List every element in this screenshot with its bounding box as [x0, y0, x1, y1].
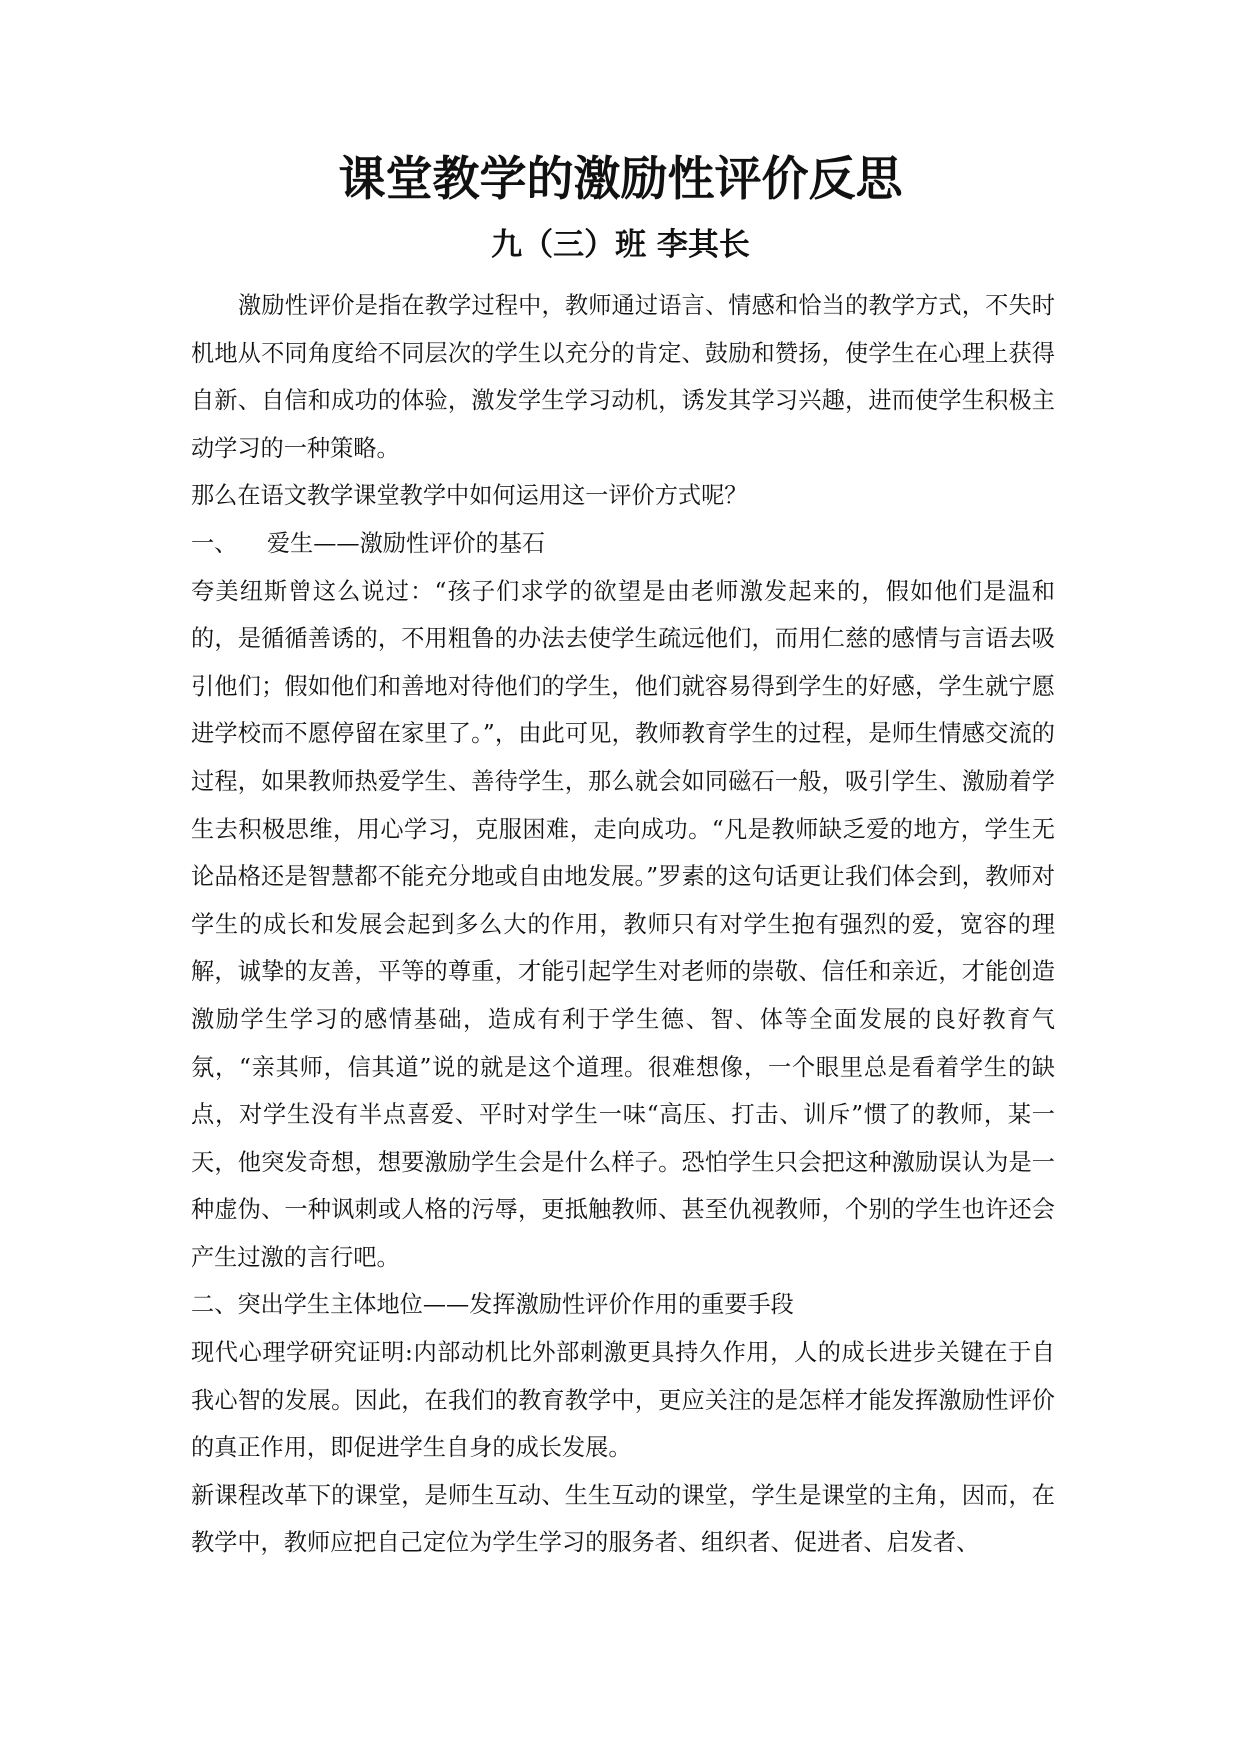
intro-paragraph: 激励性评价是指在教学过程中，教师通过语言、情感和恰当的教学方式，不失时机地从不同角度给不同层次的学生以充分的肯定、鼓励和赞扬，使学生在心理上获得自新、自信和成功的体验，激发学生学习动机，诱发其学习兴趣，进而使学生积极主动学习的一种策略。	[191, 292, 1055, 462]
question-paragraph: 那么在语文教学课堂教学中如何运用这一评价方式呢？	[191, 482, 748, 510]
section-1-paragraph: 夸美纽斯曾这么说过：“孩子们求学的欲望是由老师激发起来的，假如他们是温和的，是循循善诱的，不用粗鲁的办法去使学生疏远他们，而用仁慈的感情与言语去吸引他们；假如他们和善地对待他们的学生，他们就容易得到学生的好感，学生就宁愿进学校而不愿停留在家里了。”，由此可见，教师教育学生的过程，是师生情感交流的过程，如果教师热爱学生、善待学生，那么就会如同磁石一般，吸引学生、激励着学生去积极思维，用心学习，克服困难，走向成功。“凡是教师缺乏爱的地方，学生无论品格还是智慧都不能充分地或自由地发展。”罗素的这句话更让我们体会到，教师对学生的成长和发展会起到多么大的作用，教师只有对学生抱有强烈的爱，宽容的理解，诚挚的友善，平等的尊重，才能引起学生对老师的崇敬、信任和亲近，才能创造激励学生学习的感情基础，造成有利于学生德、智、体等全面发展的良好教育气氛，“亲其师，信其道”说的就是这个道理。很难想像，一个眼里总是看着学生的缺点，对学生没有半点喜爱、平时对学生一味“高压、打击、训斥”惯了的教师，某一天，他突发奇想，想要激励学生会是什么样子。恐怕学生只会把这种激励误认为是一种虚伪、一种讽刺或人格的污辱，更抵触教师、甚至仇视教师，个别的学生也许还会产生过激的言行吧。	[191, 577, 1055, 1271]
section-heading-2: 二、突出学生主体地位——发挥激励性评价作用的重要手段	[191, 1291, 794, 1319]
document-subtitle: 九（三）班 李其长	[491, 227, 750, 263]
document-title: 课堂教学的激励性评价反思	[338, 152, 903, 207]
section-2-paragraph-2: 新课程改革下的课堂，是师生互动、生生互动的课堂，学生是课堂的主角，因而，在教学中，教师应把自己定位为学生学习的服务者、组织者、促进者、启发者、	[191, 1481, 1055, 1557]
section-heading-1: 一、 爱生——激励性评价的基石	[191, 529, 546, 557]
section-2-paragraph-1: 现代心理学研究证明:内部动机比外部刺激更具持久作用，人的成长进步关键在于自我心智的发展。因此，在我们的教育教学中，更应关注的是怎样才能发挥激励性评价的真正作用，即促进学生自身的成长发展。	[191, 1339, 1055, 1462]
document-body	[191, 282, 1055, 1567]
